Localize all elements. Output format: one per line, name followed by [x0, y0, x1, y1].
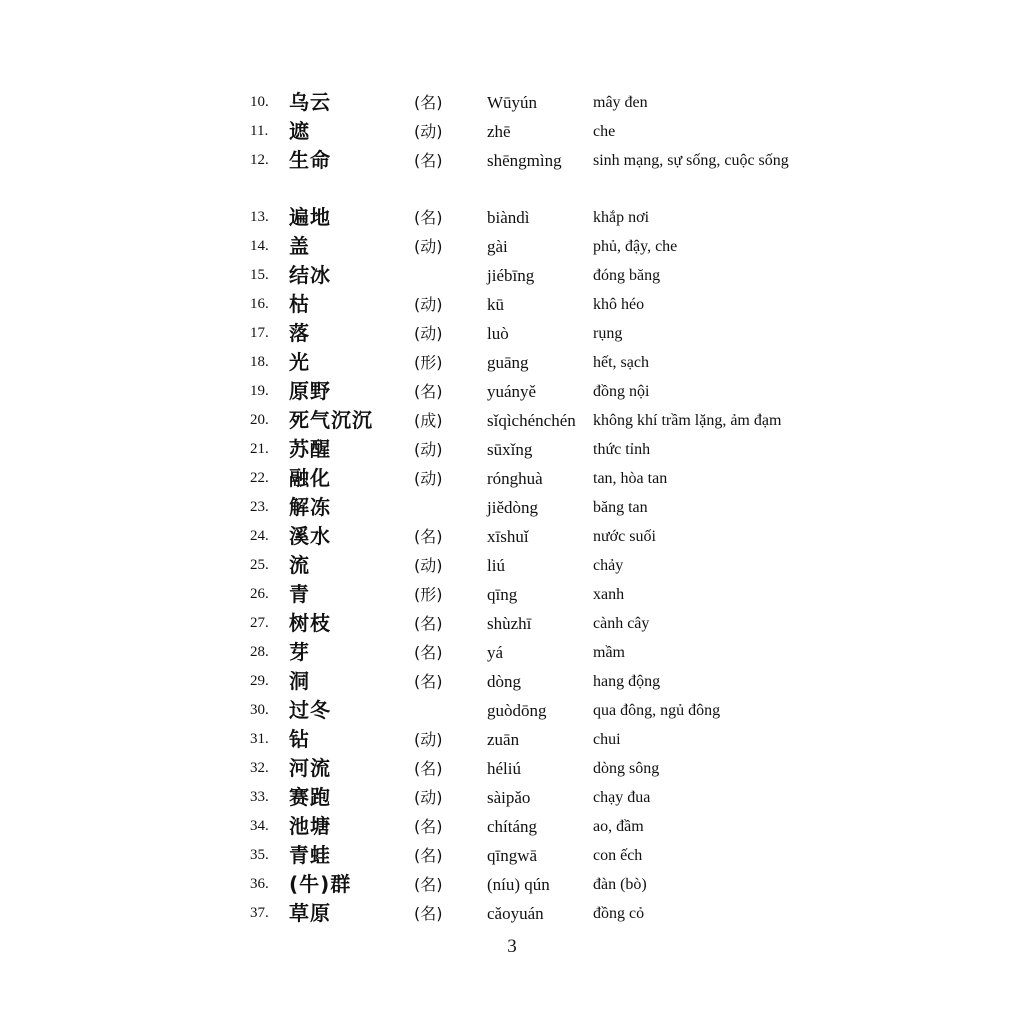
entry-meaning: cành cây: [593, 615, 650, 632]
entry-number: 27.: [250, 615, 269, 631]
vocab-entry: [250, 377, 810, 406]
entry-number: 19.: [250, 383, 269, 399]
entry-pinyin: yá: [487, 643, 504, 662]
entry-number: 29.: [250, 673, 269, 689]
vocab-entry: [250, 638, 810, 667]
vocabulary-list: [250, 88, 810, 928]
entry-number: 28.: [250, 644, 269, 660]
entry-pinyin: sǐqìchénchén: [487, 411, 576, 430]
entry-pinyin: luò: [487, 324, 509, 343]
entry-number: 14.: [250, 238, 269, 254]
entry-pinyin: gài: [487, 237, 508, 256]
entry-number: 13.: [250, 209, 269, 225]
vocab-entry: [250, 580, 810, 609]
entry-part-of-speech: (动): [414, 295, 443, 314]
vocab-entry: [250, 696, 810, 725]
entry-meaning: đồng nội: [593, 383, 650, 400]
vocab-entry: [250, 812, 810, 841]
vocab-entry: [250, 203, 810, 232]
entry-hanzi: 乌云: [289, 90, 331, 114]
entry-meaning: phủ, đậy, che: [593, 238, 678, 255]
entry-meaning: ao, đầm: [593, 818, 644, 835]
entry-pinyin: qīng: [487, 585, 518, 604]
entry-meaning: không khí trầm lặng, ảm đạm: [593, 412, 782, 429]
entry-part-of-speech: (动): [414, 730, 443, 749]
entry-meaning: hết, sạch: [593, 354, 649, 371]
entry-meaning: tan, hòa tan: [593, 470, 668, 487]
entry-pinyin: cǎoyuán: [487, 904, 544, 923]
entry-meaning: khô héo: [593, 296, 645, 313]
entry-part-of-speech: (名): [414, 527, 443, 546]
entry-hanzi: 钻: [289, 727, 310, 751]
vocab-entry: [250, 551, 810, 580]
entry-meaning: mầm: [593, 644, 625, 661]
entry-hanzi: 盖: [289, 234, 310, 258]
vocab-entry: [250, 348, 810, 377]
vocab-entry: [250, 899, 810, 928]
entry-pinyin: liú: [487, 556, 505, 575]
entry-meaning: xanh: [593, 586, 625, 603]
entry-hanzi: 赛跑: [289, 785, 331, 809]
entry-hanzi: 死气沉沉: [289, 408, 373, 432]
vocab-entry: [250, 870, 810, 899]
entry-meaning: rụng: [593, 325, 623, 342]
vocab-entry: [250, 435, 810, 464]
entry-meaning: chảy: [593, 557, 624, 574]
entry-meaning: đóng băng: [593, 267, 661, 284]
entry-number: 10.: [250, 94, 269, 110]
entry-hanzi: 过冬: [289, 698, 331, 722]
entry-pinyin: zhē: [487, 122, 511, 141]
entry-pinyin: (níu) qún: [487, 875, 550, 894]
entry-pinyin: kū: [487, 295, 504, 314]
entry-number: 11.: [250, 123, 269, 139]
entry-hanzi: 青蛙: [289, 843, 331, 867]
entry-meaning: khắp nơi: [593, 209, 650, 226]
entry-hanzi: 流: [289, 553, 310, 577]
entry-pinyin: guāng: [487, 353, 529, 372]
entry-meaning: chạy đua: [593, 789, 651, 806]
entry-part-of-speech: (动): [414, 237, 443, 256]
entry-part-of-speech: (名): [414, 614, 443, 633]
entry-hanzi: 遍地: [289, 205, 331, 229]
entry-meaning: chui: [593, 731, 621, 748]
entry-meaning: đồng cỏ: [593, 905, 645, 922]
entry-meaning: sinh mạng, sự sống, cuộc sống: [593, 152, 789, 169]
entry-pinyin: Wūyún: [487, 93, 538, 112]
entry-hanzi: 芽: [289, 640, 310, 664]
entry-pinyin: rónghuà: [487, 469, 543, 488]
vocab-entry: [250, 117, 810, 146]
entry-meaning: mây đen: [593, 94, 648, 111]
entry-part-of-speech: (动): [414, 469, 443, 488]
entry-hanzi: 洞: [289, 669, 310, 693]
entry-part-of-speech: (名): [414, 208, 443, 227]
entry-hanzi: 原野: [289, 379, 331, 403]
entry-part-of-speech: (名): [414, 875, 443, 894]
entry-part-of-speech: (名): [414, 643, 443, 662]
page-number: 3: [507, 936, 517, 957]
entry-hanzi: 遮: [289, 119, 310, 143]
entry-meaning: che: [593, 123, 616, 140]
entry-part-of-speech: (动): [414, 440, 443, 459]
entry-pinyin: biàndì: [487, 208, 530, 227]
entry-pinyin: sàipǎo: [487, 788, 531, 807]
vocab-entry: [250, 493, 810, 522]
entry-part-of-speech: (动): [414, 788, 443, 807]
entry-part-of-speech: (形): [414, 353, 443, 372]
entry-number: 30.: [250, 702, 269, 718]
entry-hanzi: 溪水: [289, 524, 331, 548]
entry-part-of-speech: (形): [414, 585, 443, 604]
entry-hanzi: 青: [289, 582, 310, 606]
entry-part-of-speech: (动): [414, 324, 443, 343]
entry-pinyin: héliú: [487, 759, 521, 778]
entry-hanzi: 融化: [289, 466, 331, 490]
entry-number: 37.: [250, 905, 269, 921]
entry-pinyin: shēngmìng: [487, 151, 562, 170]
entry-hanzi: 解冻: [289, 495, 331, 519]
entry-number: 24.: [250, 528, 269, 544]
vocab-entry: [250, 406, 810, 435]
entry-meaning: qua đông, ngủ đông: [593, 702, 721, 719]
vocab-entry: [250, 232, 810, 261]
entry-number: 21.: [250, 441, 269, 457]
entry-number: 16.: [250, 296, 269, 312]
entry-hanzi: 枯: [289, 292, 310, 316]
entry-number: 23.: [250, 499, 269, 515]
vocab-entry: [250, 290, 810, 319]
entry-number: 18.: [250, 354, 269, 370]
entry-pinyin: sūxǐng: [487, 440, 533, 459]
entry-pinyin: jiébīng: [487, 266, 535, 285]
entry-meaning: con ếch: [593, 847, 643, 864]
vocab-entry: [250, 464, 810, 493]
entry-hanzi: 结冰: [289, 263, 331, 287]
entry-part-of-speech: (名): [414, 151, 443, 170]
vocab-entry: [250, 319, 810, 348]
entry-number: 35.: [250, 847, 269, 863]
entry-pinyin: yuányě: [487, 382, 537, 401]
entry-part-of-speech: (名): [414, 93, 443, 112]
entry-pinyin: guòdōng: [487, 701, 547, 720]
entry-pinyin: zuān: [487, 730, 520, 749]
vocab-entry: [250, 783, 810, 812]
entry-hanzi: 生命: [289, 148, 331, 172]
vocab-entry: [250, 88, 810, 117]
entry-part-of-speech: (动): [414, 556, 443, 575]
entry-number: 25.: [250, 557, 269, 573]
entry-pinyin: xīshuǐ: [487, 527, 529, 546]
entry-number: 32.: [250, 760, 269, 776]
entry-pinyin: shùzhī: [487, 614, 532, 633]
entry-number: 31.: [250, 731, 269, 747]
entry-pinyin: qīngwā: [487, 846, 538, 865]
entry-number: 12.: [250, 152, 269, 168]
entry-number: 26.: [250, 586, 269, 602]
entry-number: 15.: [250, 267, 269, 283]
entry-part-of-speech: (名): [414, 759, 443, 778]
entry-number: 34.: [250, 818, 269, 834]
entry-part-of-speech: (动): [414, 122, 443, 141]
entry-hanzi: 树枝: [289, 611, 331, 635]
entry-number: 36.: [250, 876, 269, 892]
entry-pinyin: dòng: [487, 672, 521, 691]
vocab-entry: [250, 261, 810, 290]
entry-hanzi: (牛)群: [289, 872, 352, 896]
entry-meaning: băng tan: [593, 499, 648, 516]
entry-meaning: hang động: [593, 673, 661, 690]
entry-part-of-speech: (名): [414, 817, 443, 836]
entry-part-of-speech: (名): [414, 846, 443, 865]
entry-hanzi: 苏醒: [289, 437, 331, 461]
entry-part-of-speech: (成): [414, 411, 443, 430]
vocab-entry: [250, 725, 810, 754]
entry-number: 22.: [250, 470, 269, 486]
entry-hanzi: 光: [289, 350, 310, 374]
entry-hanzi: 落: [289, 321, 310, 345]
entry-meaning: dòng sông: [593, 760, 660, 777]
entry-pinyin: jiědòng: [487, 498, 538, 517]
vocab-entry: [250, 609, 810, 638]
entry-part-of-speech: (名): [414, 382, 443, 401]
vocab-entry: [250, 754, 810, 783]
entry-number: 17.: [250, 325, 269, 341]
vocab-entry: [250, 146, 810, 203]
vocab-entry: [250, 667, 810, 696]
entry-hanzi: 河流: [289, 756, 331, 780]
entry-part-of-speech: (名): [414, 904, 443, 923]
entry-number: 33.: [250, 789, 269, 805]
entry-meaning: nước suối: [593, 528, 656, 545]
entry-number: 20.: [250, 412, 269, 428]
entry-part-of-speech: (名): [414, 672, 443, 691]
entry-meaning: đàn (bò): [593, 876, 647, 893]
entry-hanzi: 草原: [289, 901, 331, 925]
entry-meaning: thức tỉnh: [593, 441, 651, 458]
entry-pinyin: chítáng: [487, 817, 538, 836]
vocab-entry: [250, 841, 810, 870]
entry-hanzi: 池塘: [289, 814, 331, 838]
vocab-entry: [250, 522, 810, 551]
